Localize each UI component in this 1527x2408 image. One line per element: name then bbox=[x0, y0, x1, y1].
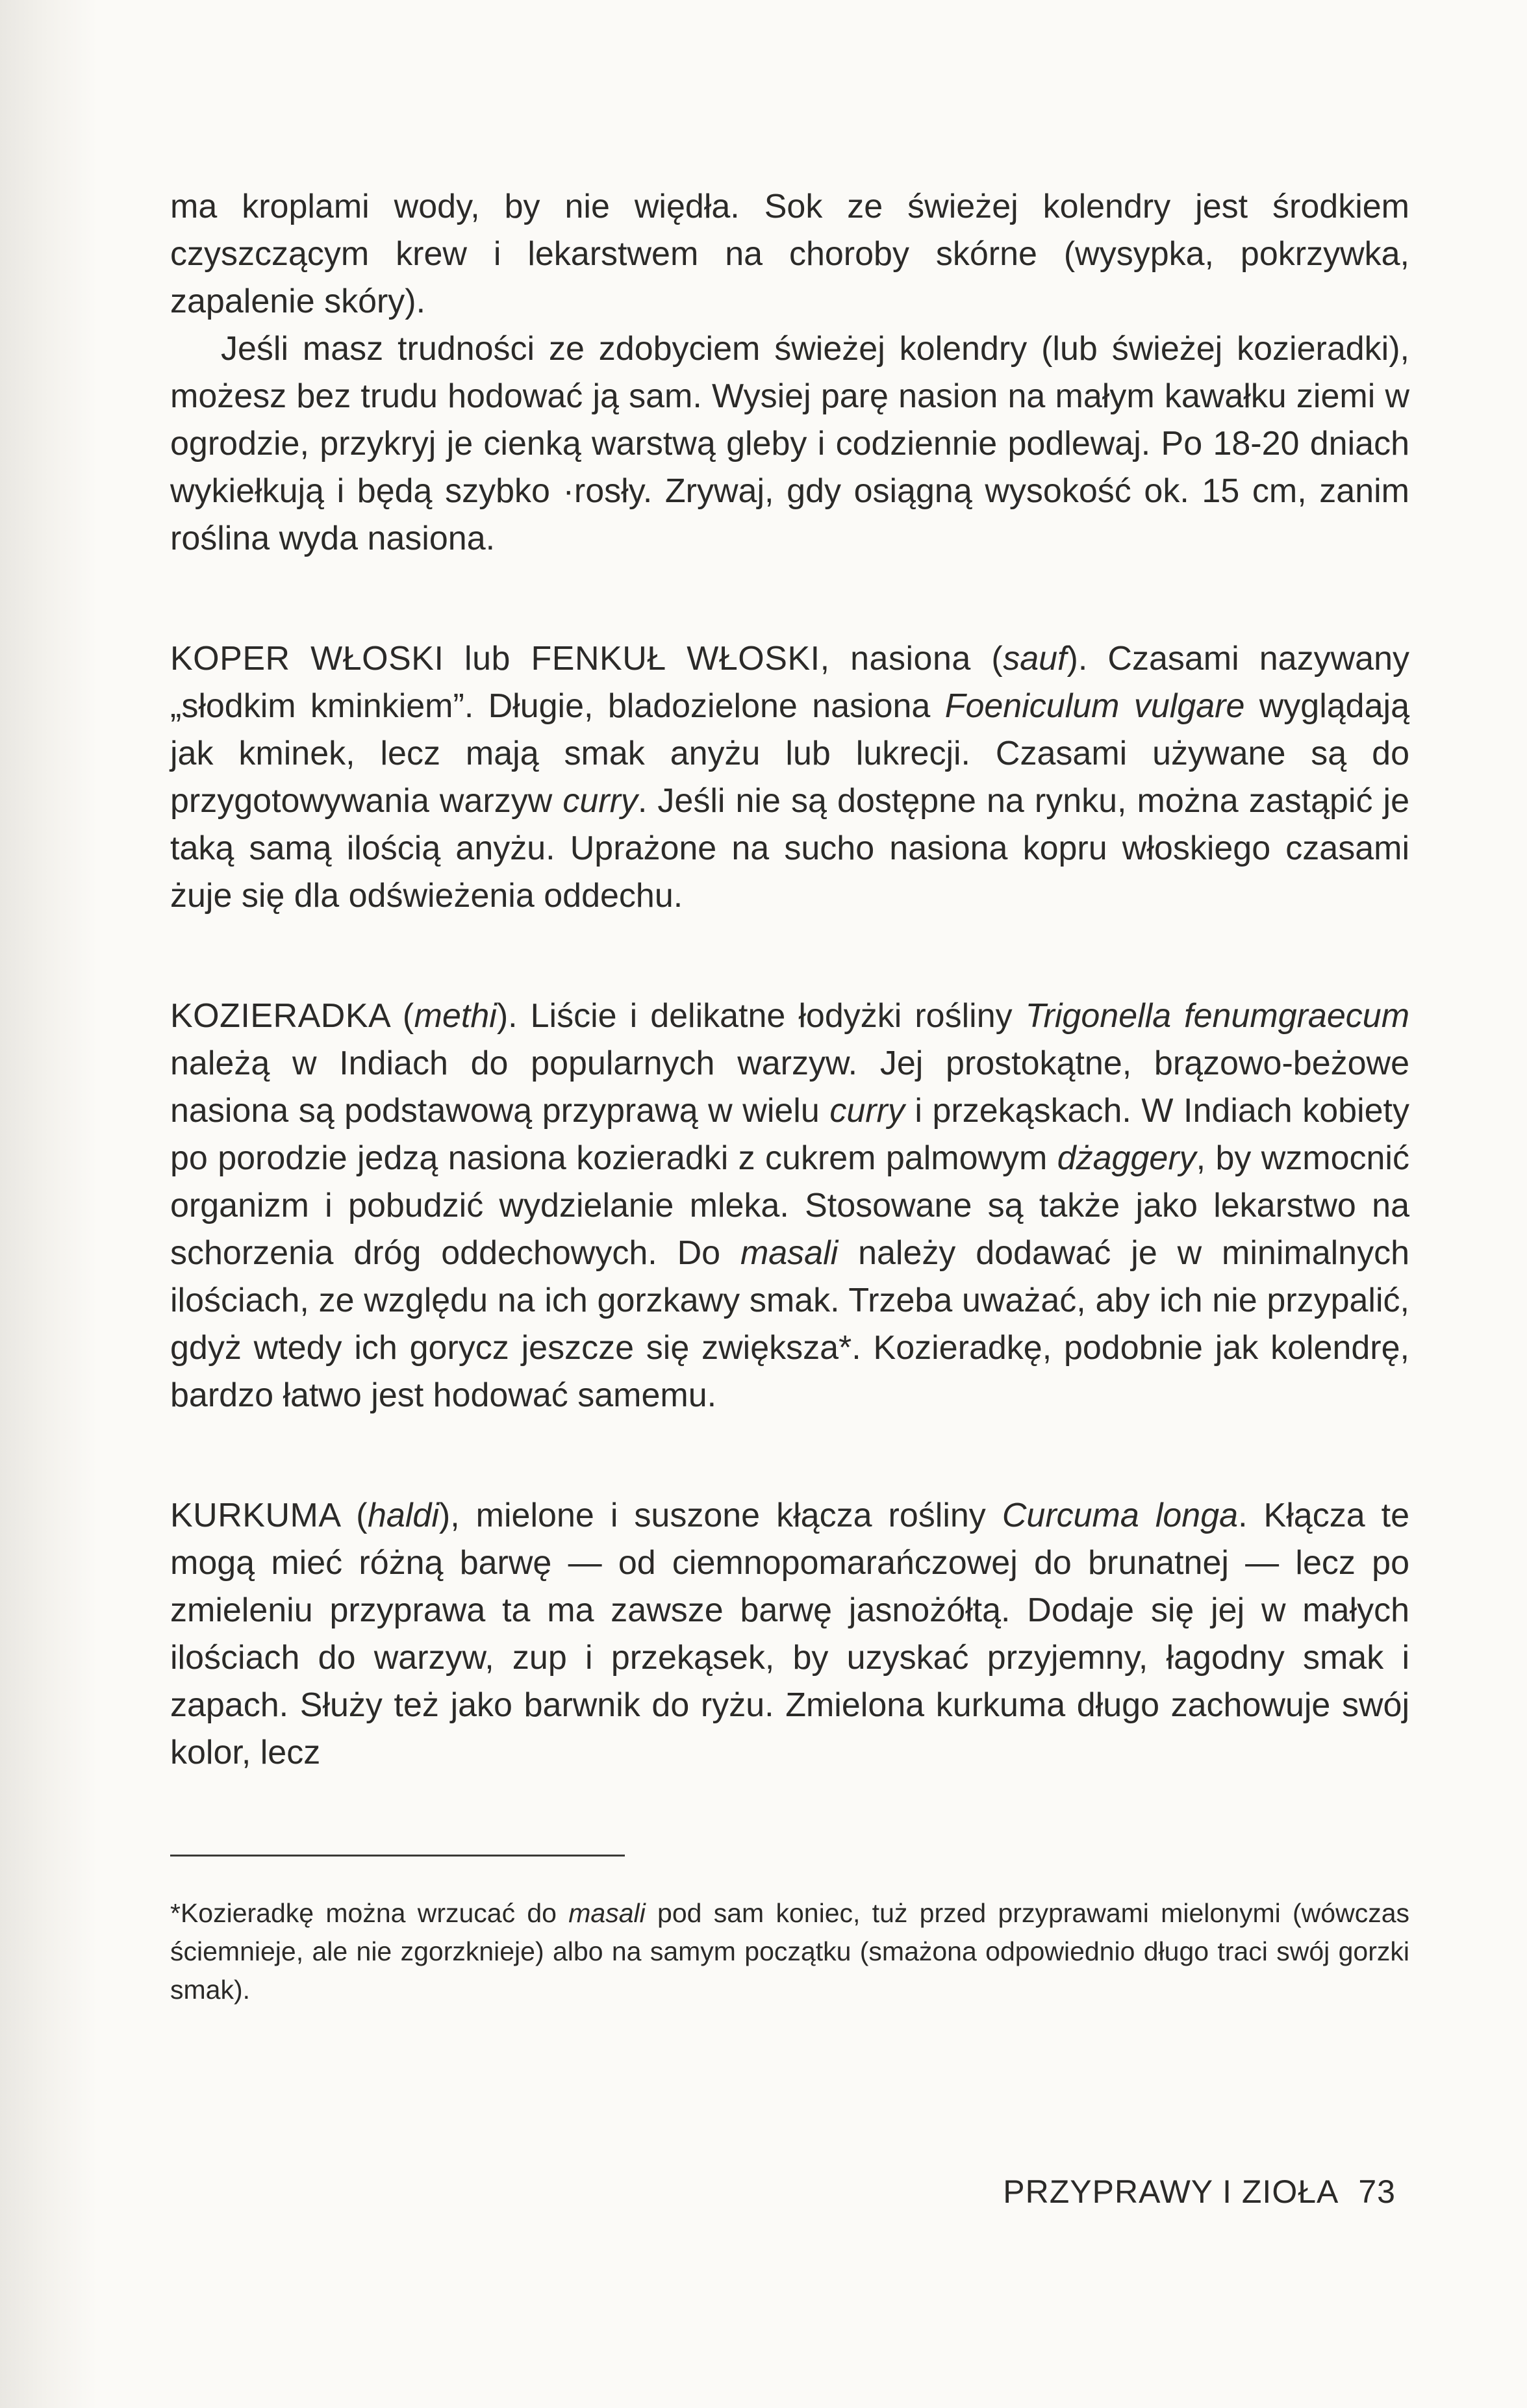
entry-koper-latin: Foeniculum vulgare bbox=[944, 687, 1245, 725]
entry-kozieradka-hindi: methi bbox=[414, 997, 497, 1035]
intro-paragraph-2: Jeśli masz trudności ze zdobyciem świeżej kolendry (lub świeżej kozieradki), możesz bez trudu hodować ją sam. Wysiej parę nasion na małym kawałku ziemi w ogrodzie, przykryj je cienką warstwą gleby i codziennie podlewaj. Po 18-20 dniach wykiełkują i będą szybko ·rosły. Zrywaj, gdy osiągną wysokość ok. 15 cm, zanim roślina wyda nasiona. bbox=[170, 330, 1409, 557]
page-number: 73 bbox=[1358, 2174, 1396, 2210]
intro-paragraph-1: ma kroplami wody, by nie więdła. Sok ze świeżej kolendry jest środkiem czyszczącym krew i lekarstwem na choroby skórne (wysypka, pokrzywka, zapalenie skóry). bbox=[170, 188, 1409, 320]
running-footer bbox=[1003, 2173, 1396, 2211]
footnote-divider bbox=[170, 1855, 625, 1857]
entry-koper-hindi: sauf bbox=[1003, 640, 1067, 678]
entry-koper-term: KOPER WŁOSKI lub FENKUŁ WŁOSKI, nasiona ( bbox=[170, 640, 1003, 678]
entry-kozieradka: KOZIERADKA (methi). Liście i delikatne łodyżki rośliny Trigonella fenumgraecum należą w Indiach do popularnych warzyw. Jej prostokątne, brązowo-beżowe nasiona są podstawową przyprawą w wielu curry i przekąskach. W Indiach kobiety po porodzie jedzą nasiona kozieradki z cukrem palmowym dżaggery, by wzmocnić organizm i pobudzić wydzielanie mleka. Stosowane są także jako lekarstwo na schorzenia dróg oddechowych. Do masali należy dodawać je w minimalnych ilościach, ze względu na ich gorzkawy smak. Trzeba uważać, aby ich nie przypalić, gdyż wtedy ich gorycz jeszcze się zwiększa*. Kozieradkę, podobnie jak kolendrę, bardzo łatwo jest hodować samemu. bbox=[170, 997, 1410, 1414]
entry-kurkuma-term: KURKUMA ( bbox=[170, 1497, 368, 1534]
page-gutter-shadow bbox=[0, 0, 97, 2408]
entry-kozieradka-term: KOZIERADKA ( bbox=[170, 997, 414, 1035]
page-body bbox=[170, 183, 1409, 2036]
footer-title: PRZYPRAWY I ZIOŁA bbox=[1003, 2174, 1339, 2210]
entry-kurkuma-hindi: haldi bbox=[368, 1497, 439, 1534]
entry-koper: KOPER WŁOSKI lub FENKUŁ WŁOSKI, nasiona (sauf). Czasami nazywany „słodkim kminkiem”. Długie, bladozielone nasiona Foeniculum vulgare wyglądają jak kminek, lecz mają smak anyżu lub lukrecji. Czasami używane są do przygotowywania warzyw curry. Jeśli nie są dostępne na rynku, można zastąpić je taką samą ilością anyżu. Uprażone na sucho nasiona kopru włoskiego czasami żuje się dla odświeżenia oddechu. bbox=[170, 640, 1409, 915]
entry-kurkuma: KURKUMA (haldi), mielone i suszone kłącza rośliny Curcuma longa. Kłącza te mogą mieć różną barwę — od ciemnopomarańczowej do brunatnej — lecz po zmieleniu przyprawa ta ma zawsze barwę jasnożółtą. Dodaje się jej w małych ilościach do warzyw, zup i przekąsek, by uzyskać przyjemny, łagodny smak i zapach. Służy też jako barwnik do ryżu. Zmielona kurkuma długo zachowuje swój kolor, lecz bbox=[170, 1497, 1410, 1771]
footnote: *Kozieradkę można wrzucać do masali pod sam koniec, tuż przed przyprawami mielonymi (wówczas ściemnieje, ale nie zgorzknieje) albo na samym początku (smażona odpowiednio długo traci swój gorzki smak). bbox=[170, 1898, 1409, 2005]
entry-kurkuma-latin: Curcuma longa bbox=[1002, 1497, 1239, 1534]
entry-kozieradka-latin: Trigonella fenumgraecum bbox=[1025, 997, 1410, 1035]
